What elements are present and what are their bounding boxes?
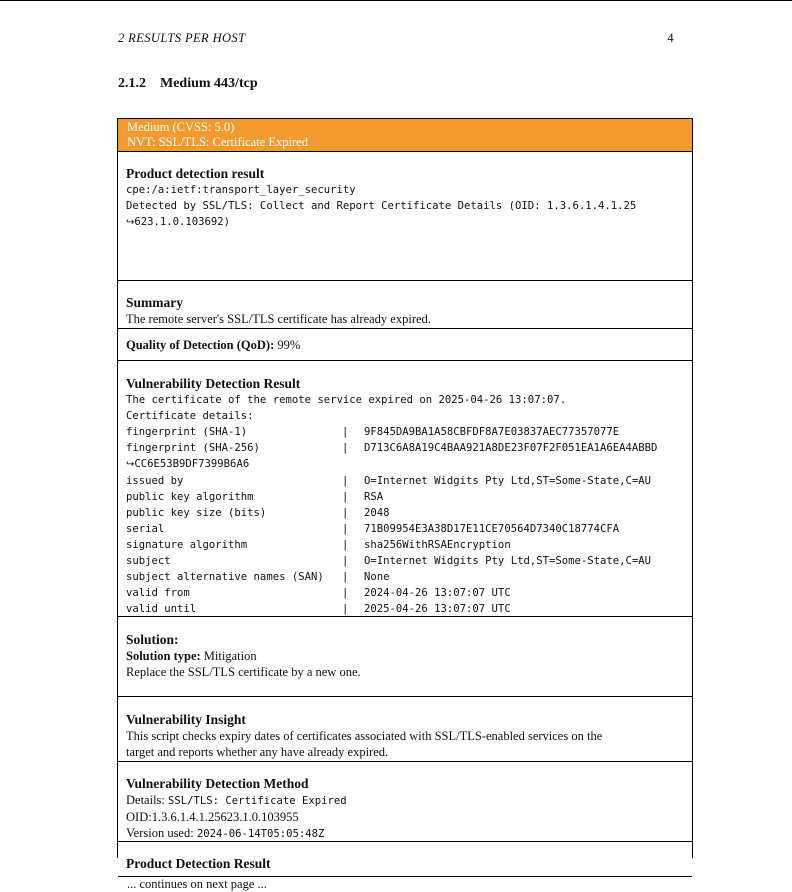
detail-row: issued by | O=Internet Widgits Pty Ltd,ST=Some-State,C=AU [126, 475, 652, 487]
solution-section [118, 617, 692, 697]
section-heading [118, 76, 258, 92]
detail-row: signature algorithm | sha256WithRSAEncryption [126, 539, 511, 551]
qod-label: Quality of Detection (QoD): [126, 337, 275, 352]
detail-row: public key size (bits) | 2048 [126, 507, 390, 519]
wrap-arrow-icon: ↪ [126, 459, 135, 470]
wrap-arrow-icon: ↪ [126, 217, 135, 228]
nvt-label: NVT: SSL/TLS: Certificate Expired [127, 135, 308, 149]
vdr-heading: Vulnerability Detection Result [126, 376, 301, 391]
vdr-line-1: The certificate of the remote service expired on 2025-04-26 13:07:07. [126, 394, 567, 406]
insight-heading: Vulnerability Insight [126, 712, 246, 727]
solution-type-value: Mitigation [203, 649, 257, 663]
page-number: 4 [667, 31, 674, 45]
product-detection-result-heading: Product Detection Result [126, 856, 271, 871]
vdr-line-2: Certificate details: [126, 410, 254, 422]
product-detection-heading: Product detection result [126, 166, 265, 181]
detail-row: fingerprint (SHA-1) | 9F845DA9BA1A58CBFDF8A7E03837AEC77357077E [126, 426, 620, 438]
summary-heading: Summary [126, 295, 183, 310]
detail-row: valid until | 2025-04-26 13:07:07 UTC [126, 603, 511, 615]
solution-heading: Solution: [126, 632, 179, 647]
running-header [118, 31, 674, 46]
qod-section [118, 329, 692, 361]
sha256-continuation: ↪CC6E53B9DF7399B6A6 [126, 458, 250, 470]
severity-label: Medium (CVSS: 5.0) [127, 120, 235, 134]
finding-header [118, 118, 692, 152]
detail-row: valid from | 2024-04-26 13:07:07 UTC [126, 587, 511, 599]
insight-section [118, 697, 692, 762]
detail-row: serial | 71B09954E3A38D17E11CE70564D7340C18774CFA [126, 523, 620, 535]
product-detection-result-section [118, 842, 692, 877]
method-heading: Vulnerability Detection Method [126, 776, 309, 791]
cpe-line: cpe:/a:ietf:transport_layer_security [126, 184, 356, 196]
detail-row: fingerprint (SHA-256) | D713C6A8A19C4BAA921A8DE23F07F2F051EA1A6EA4ABBD [126, 442, 658, 454]
insight-line-1: This script checks expiry dates of certificates associated with SSL/TLS-enabled services on the [126, 729, 603, 743]
method-version-prefix: Version used: [126, 826, 197, 840]
detected-by-line: Detected by SSL/TLS: Collect and Report Certificate Details (OID: 1.3.6.1.4.1.25 [126, 200, 637, 212]
vdr-section [118, 361, 692, 617]
solution-text: Replace the SSL/TLS certificate by a new one. [126, 665, 361, 679]
insight-line-2: target and reports whether any have already expired. [126, 745, 389, 759]
method-version-value: 2024-06-14T05:05:48Z [196, 828, 325, 840]
qod-value: 99% [277, 337, 301, 352]
detail-row: public key algorithm | RSA [126, 491, 384, 503]
running-header-chapter: 2 RESULTS PER HOST [118, 31, 246, 45]
certificate-details [126, 424, 684, 617]
method-details-prefix: Details: [126, 793, 169, 807]
summary-section [118, 281, 692, 329]
section-title: Medium 443/tcp [160, 76, 258, 91]
product-detection-section [118, 152, 692, 281]
method-details-value: SSL/TLS: Certificate Expired [168, 795, 347, 807]
finding-table [117, 118, 693, 891]
solution-type-label: Solution type: [126, 649, 201, 663]
detail-row: subject | O=Internet Widgits Pty Ltd,ST=Some-State,C=AU [126, 555, 652, 567]
method-section [118, 762, 692, 842]
detail-row: subject alternative names (SAN) | None [126, 571, 390, 583]
section-number: 2.1.2 [118, 76, 146, 91]
continues-note: ... continues on next page ... [127, 877, 267, 891]
summary-text: The remote server's SSL/TLS certificate has already expired. [126, 312, 431, 326]
page-top-rule [0, 0, 792, 1]
detected-by-continuation: ↪623.1.0.103692) [126, 216, 231, 228]
method-oid: OID:1.3.6.1.4.1.25623.1.0.103955 [126, 810, 299, 824]
